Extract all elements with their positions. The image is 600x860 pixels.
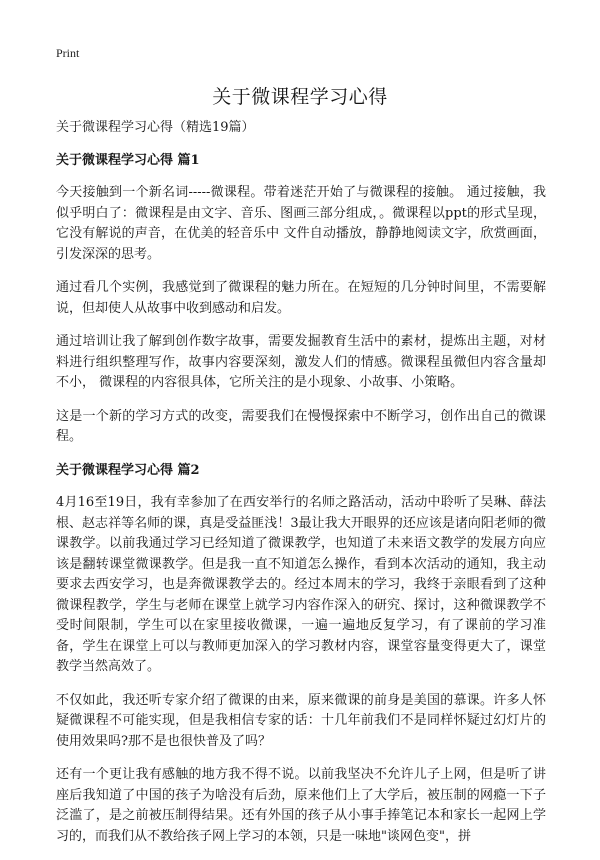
print-link[interactable]: Print bbox=[56, 46, 80, 60]
paragraph: 通过培训让我了解到创作数字故事，需要发掘教育生活中的素材，提炼出主题，对材料进行组织整理写作，故事内容要深刻，激发人们的情感。微课程虽微但内容含量却不小， 微课程的内容很具体，它所关注的是小现象、小故事、小策略。 bbox=[56, 334, 546, 390]
paragraph: 不仅如此，我还听专家介绍了微课的由来，原来微课的前身是美国的慕课。许多人怀疑微课程不可能实现，但是我相信专家的话：十几年前我们不是同样怀疑过幻灯片的使用效果吗?那不是也很快普及了吗？ bbox=[56, 692, 546, 749]
paragraph: 这是一个新的学习方式的改变，需要我们在慢慢探索中不断学习，创作出自己的微课程。 bbox=[56, 408, 546, 444]
document-subtitle: 关于微课程学习心得（精选19篇） bbox=[56, 120, 255, 135]
paragraph: 4月16至19日，我有幸参加了在西安举行的名师之路活动，活动中聆听了吴琳、薛法根、赵志祥等名师的课，真是受益匪浅！3最让我大开眼界的还应该是诸向阳老师的微课教学。以前我通过学习已经知道了微课教学，也知道了未来语文教学的发展方向应该是翻转课堂微课教学。但是我一直不知道怎么操作，看到本次活动的通知，我主动要求去西安学习，也是奔微课教学去的。经过本周末的学习，我终于亲眼看到了这种微课程教学，学生与老师在课堂上就学习内容作深入的研究、探讨，这种微课教学不受时间限制，学生可以在家里接收微课，一遍一遍地反复学习，有了课前的学习准备，学生在课堂上可以与教师更加深入的学习教材内容，课堂容量变得更大了，课堂教学当然高效了。 bbox=[56, 495, 546, 674]
section-heading-2: 关于微课程学习心得 篇2 bbox=[56, 462, 200, 478]
paragraph: 今天接触到一个新名词-----微课程。带着迷茫开始了与微课程的接触。 通过接触，我似乎明白了：微课程是由文字、音乐、图画三部分组成，。微课程以ppt的形式呈现，它没有解说的声音，在优美的轻音乐中 文件自动播放，静静地阅读文字，欣赏画面，引发深深的思考。 bbox=[56, 185, 546, 262]
section-heading-1: 关于微课程学习心得 篇1 bbox=[56, 152, 200, 168]
paragraph: 还有一个更让我有感触的地方我不得不说。以前我坚决不允许儿子上网，但是听了讲座后我知道了中国的孩子为啥没有后劲，原来他们上了大学后，被压制的网瘾一下子泛滥了，是之前被压制得结果。还有外国的孩子从小事手捧笔记本和家长一起网上学习的，而我们从不教给孩子网上学习的本领，只是一味地"谈网色变"，拼 bbox=[56, 767, 546, 844]
document-title: 关于微课程学习心得 bbox=[212, 86, 388, 108]
paragraph: 通过看几个实例，我感觉到了微课程的魅力所在。在短短的几分钟时间里，不需要解说，但却使人从故事中收到感动和启发。 bbox=[56, 280, 546, 316]
document-body bbox=[56, 118, 546, 860]
